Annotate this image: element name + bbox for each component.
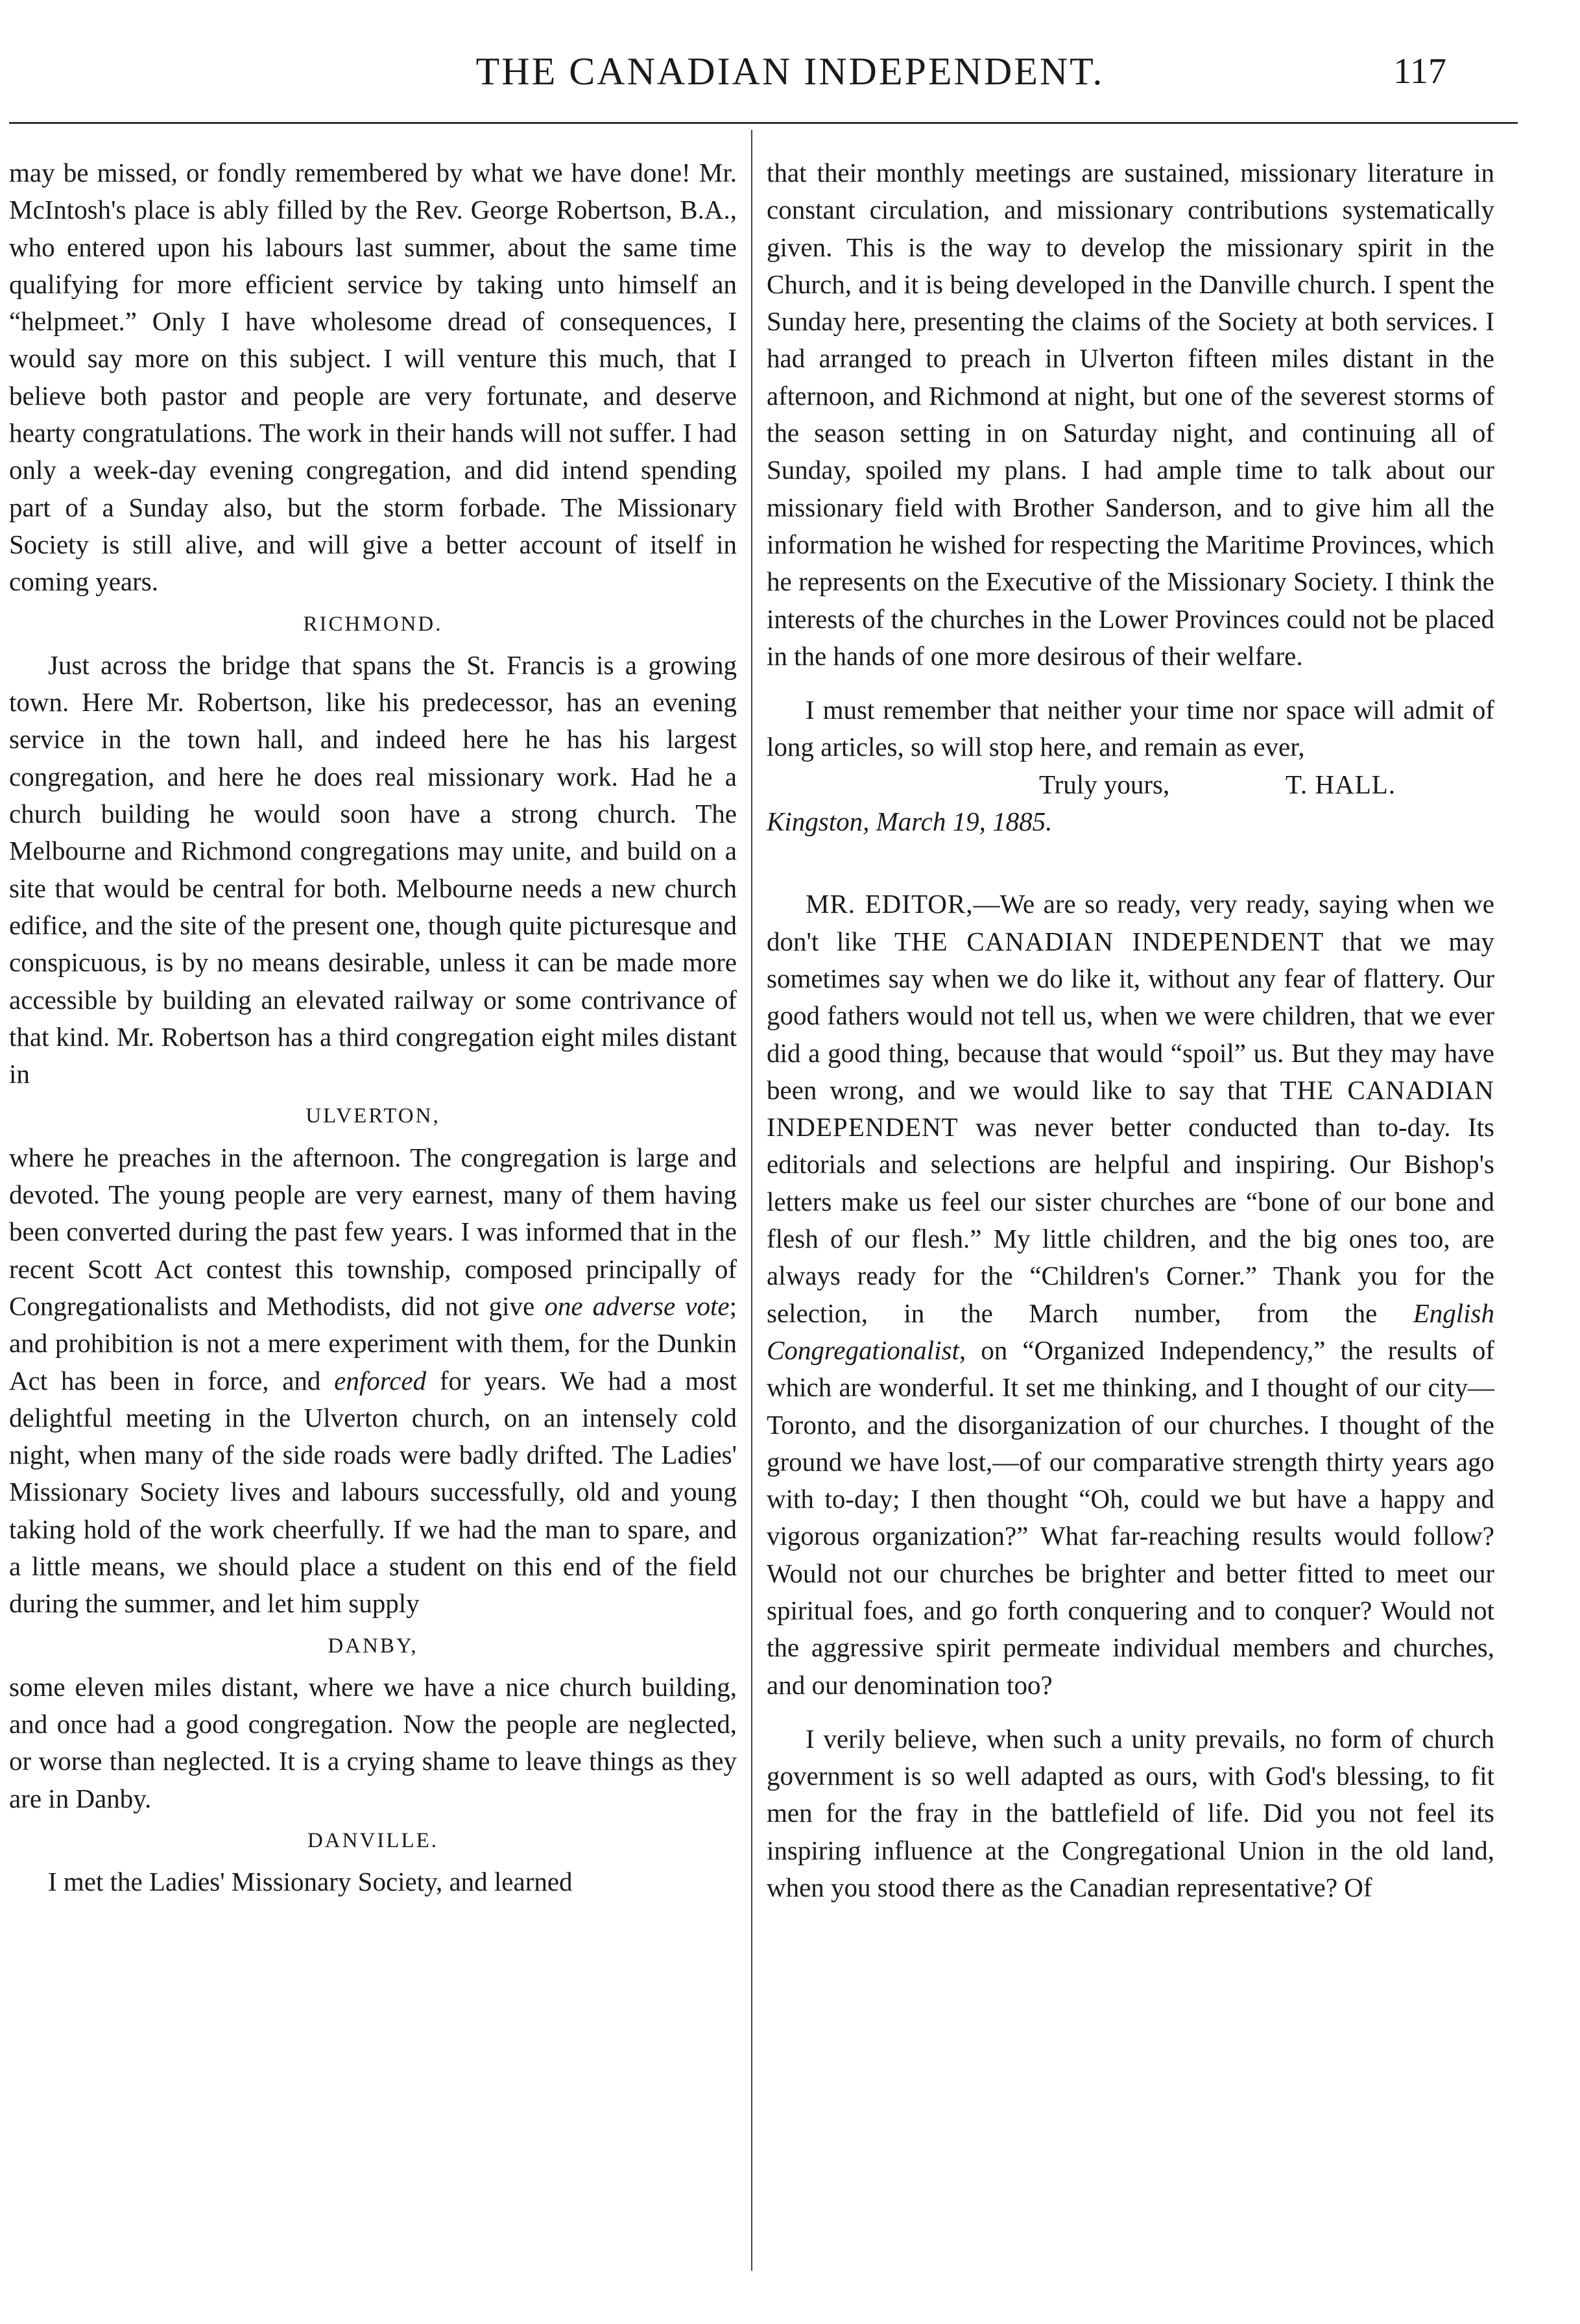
section-heading-richmond: RICHMOND. [303,612,443,636]
column-divider [751,130,752,2271]
paragraph: I must remember that neither your time nor space will admit of long articles, so will stop here, and remain as ever, [767,695,1494,762]
page-number: 117 [1393,51,1446,91]
section-heading-danville: DANVILLE. [307,1829,439,1853]
dateline: Kingston, March 19, 1885. [767,806,1053,837]
header-rule [9,122,1518,124]
paragraph: some eleven miles distant, where we have a nice church building, and once had a good congregation. Now the people are neglected, or worse than neglected. It is a crying shame to leave things as they are in Danby. [9,1671,737,1813]
letter-closing [767,766,1494,803]
paragraph: I verily believe, when such a unity prevails, no form of church government is so well adapted as ours, with God's blessing, to fit men for the fray in the battlefield of life. Did you not feel its inspiring influence at the Congregational Union in the old land, when you stood there as the Canadian representative? Of [767,1723,1494,1903]
left-column [9,154,737,1901]
right-column [767,154,1494,1906]
italic-phrase: enforced [334,1365,427,1396]
italic-phrase: English Congregationalist [767,1298,1495,1365]
signature: T. HALL. [1286,769,1396,799]
publication-name: THE CANADIAN INDEPENDENT [767,1074,1494,1143]
section-heading-ulverton: ULVERTON, [305,1104,440,1128]
paragraph: MR. EDITOR,—We are so ready, very ready, saying when we don't like THE CANADIAN INDEPENDENT that we may sometimes say when we do like it, without any fear of flattery. Our good fathers would not tell us, when we were children, that we ever did a good thing, because that would “spoil” us. But they may have been wrong, and we would like to say that THE CANADIAN INDEPENDENT was never better conducted than to-day. Its editorials and selections are helpful and inspiring. Our Bishop's letters make us feel our sister churches are “bone of our bone and flesh of our flesh.” My little children, and the big ones too, are always ready for the “Children's Corner.” Thank you for the selection, in the March number, from the English Congregationalist, on “Organized Independency,” the results of which are wonderful. It set me thinking, and I thought of our city—Toronto, and the disorganization of our churches. I thought of the ground we have lost,—of our comparative strength thirty years ago with to-day; I then thought “Oh, could we but have a happy and vigorous organization?” What far-reaching results would follow? Would not our churches be brighter and better fitted to meet our spiritual foes, and go forth conquering and to conquer? Would not the aggressive spirit permeate individual members and churches, and our denomination too? [767,889,1495,1700]
paragraph: I met the Ladies' Missionary Society, and learned [48,1867,573,1897]
publication-name: THE CANADIAN INDEPENDENT [894,926,1324,956]
running-title: THE CANADIAN INDEPENDENT. [475,50,1105,93]
paragraph: Just across the bridge that spans the St. Francis is a growing town. Here Mr. Robertson, like his predecessor, has an evening service in the town hall, and indeed here he has his largest congregation, and here he does real missionary work. Had he a church building he would soon have a strong church. The Melbourne and Richmond congregations may unite, and build on a site that would be central for both. Melbourne needs a new church edifice, and the site of the present one, though quite picturesque and conspicuous, is by no means desirable, unless it can be made more accessible by building an elevated railway or some contrivance of that kind. Mr. Robertson has a third congregation eight miles distant in [9,649,737,1089]
closing-phrase: Truly yours, [1039,769,1170,799]
paragraph: may be missed, or fondly remembered by what we have done! Mr. McIntosh's place is ably filled by the Rev. George Robertson, B.A., who entered upon his labours last summer, about the same time qualifying for more efficient service by taking unto himself an “helpmeet.” Only I have wholesome dread of consequences, I would say more on this subject. I will venture this much, that I believe both pastor and people are very fortunate, and deserve hearty congratulations. The work in their hands will not suffer. I had only a week-day evening congregation, and did intend spending part of a Sunday also, but the storm forbade. The Missionary Society is still alive, and will give a better account of itself in coming years. [9,158,737,597]
paragraph: where he preaches in the afternoon. The congregation is large and devoted. The young people are very earnest, many of them having been converted during the past few years. I was informed that in the recent Scott Act contest this township, composed principally of Congregationalists and Methodists, did not give one adverse vote; and prohibition is not a mere experiment with them, for the Dunkin Act has been in force, and enforced for years. We had a most delightful meeting in the Ulverton church, on an intensely cold night, when many of the side roads were badly drifted. The Ladies' Missionary Society lives and labours successfully, old and young taking hold of the work cheerfully. If we had the man to spare, and a little means, we should place a student on this end of the field during the summer, and let him supply [9,1142,737,1619]
italic-phrase: one adverse vote [544,1290,730,1321]
paragraph: that their monthly meetings are sustained, missionary literature in constant circulation, and missionary contributions systematically given. This is the way to develop the missionary spirit in the Church, and it is being developed in the Danville church. I spent the Sunday here, presenting the claims of the Society at both services. I had arranged to preach in Ulverton fifteen miles distant in the afternoon, and Richmond at night, but one of the severest storms of the season setting in on Saturday night, and continuing all of Sunday, spoiled my plans. I had ample time to talk about our missionary field with Brother Sanderson, and to give him all the information he wished for respecting the Maritime Provinces, which he represents on the Executive of the Missionary Society. I think the interests of the churches in the Lower Provinces could not be placed in the hands of one more desirous of their welfare. [767,158,1494,671]
salutation: MR. EDITOR, [806,889,974,919]
section-heading-danby: DANBY, [328,1634,418,1658]
page-header [0,45,1518,97]
